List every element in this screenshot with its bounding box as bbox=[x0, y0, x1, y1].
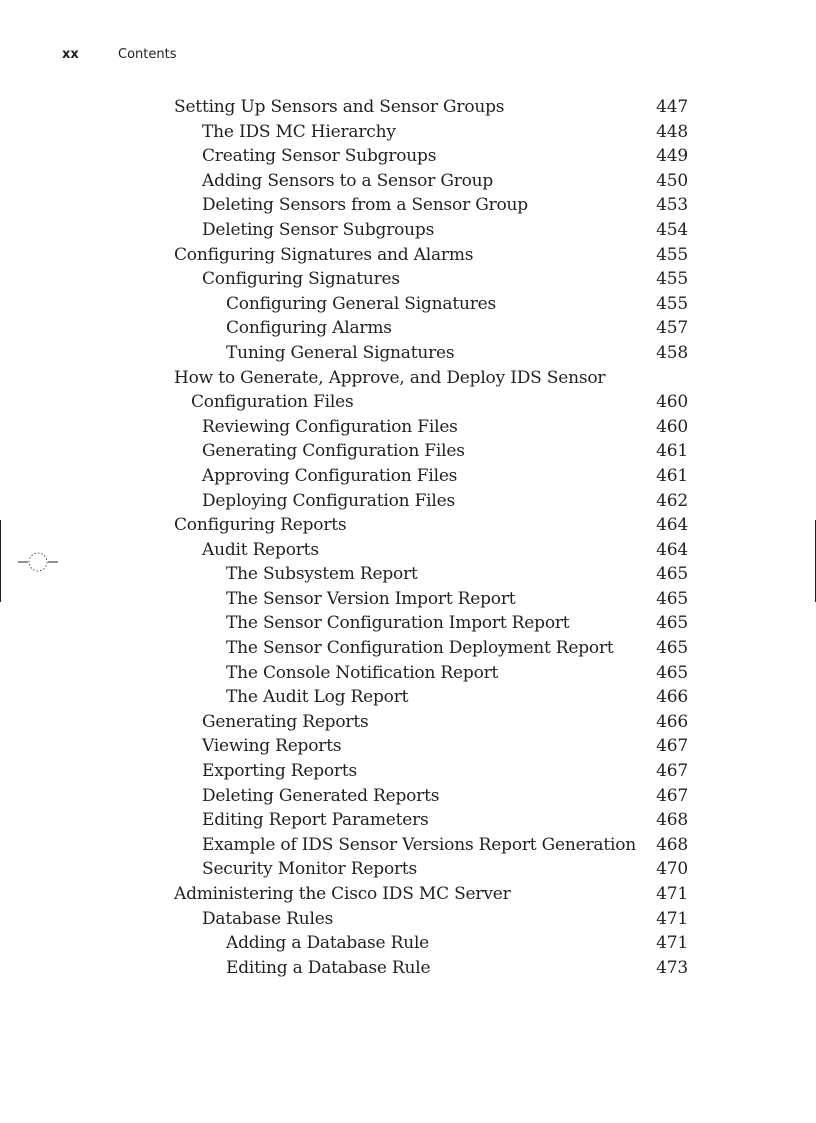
toc-entry-title: The IDS MC Hierarchy bbox=[202, 121, 396, 142]
toc-entry-page: 455 bbox=[656, 269, 688, 290]
toc-entry-title: Adding Sensors to a Sensor Group bbox=[202, 170, 494, 191]
toc-entry bbox=[174, 95, 690, 120]
toc-entry bbox=[174, 513, 690, 538]
toc-entry bbox=[174, 144, 690, 169]
toc-entry-page: 465 bbox=[656, 588, 688, 609]
toc-entry bbox=[174, 784, 690, 809]
table-of-contents bbox=[174, 95, 690, 980]
toc-entry bbox=[174, 562, 690, 587]
toc-entry-title: Editing Report Parameters bbox=[202, 810, 429, 831]
toc-entry-page: 471 bbox=[656, 933, 688, 954]
toc-entry bbox=[174, 661, 690, 686]
toc-entry-title: Exporting Reports bbox=[202, 761, 358, 782]
toc-entry-page: 467 bbox=[656, 761, 688, 782]
toc-entry-page: 461 bbox=[656, 465, 688, 486]
toc-entry bbox=[174, 193, 690, 218]
toc-entry-title: Approving Configuration Files bbox=[202, 465, 458, 486]
registration-mark-icon bbox=[18, 550, 58, 574]
toc-entry-title: Example of IDS Sensor Versions Report Generation bbox=[202, 834, 636, 855]
toc-entry-page: 465 bbox=[656, 613, 688, 634]
toc-entry-title: Deleting Sensor Subgroups bbox=[202, 219, 435, 240]
toc-entry-page: 447 bbox=[656, 97, 688, 117]
toc-entry-title: Configuring Signatures and Alarms bbox=[174, 244, 474, 265]
toc-entry-title: Configuring Reports bbox=[174, 515, 347, 536]
toc-entry bbox=[174, 366, 690, 391]
toc-entry bbox=[174, 439, 690, 464]
toc-entry-title: The Audit Log Report bbox=[226, 687, 409, 708]
toc-entry-title: Configuring General Signatures bbox=[226, 293, 497, 314]
toc-entry-title: Setting Up Sensors and Sensor Groups bbox=[174, 97, 505, 117]
toc-entry-title: Creating Sensor Subgroups bbox=[202, 146, 437, 167]
toc-entry-page: 455 bbox=[656, 244, 688, 265]
toc-entry bbox=[174, 882, 690, 907]
toc-entry bbox=[174, 759, 690, 784]
toc-entry-title: Deleting Generated Reports bbox=[202, 785, 440, 806]
toc-entry-title: Editing a Database Rule bbox=[226, 957, 431, 978]
toc-entry-title: The Subsystem Report bbox=[226, 564, 418, 585]
toc-entry bbox=[174, 169, 690, 194]
toc-entry-title: Adding a Database Rule bbox=[226, 933, 430, 954]
toc-entry bbox=[174, 956, 690, 981]
toc-entry bbox=[174, 316, 690, 341]
running-header bbox=[62, 47, 176, 62]
toc-entry-title: The Sensor Configuration Import Report bbox=[226, 613, 570, 634]
toc-entry-title: The Sensor Configuration Deployment Report bbox=[226, 638, 614, 659]
toc-entry-page: 461 bbox=[656, 441, 688, 462]
toc-entry-title: Security Monitor Reports bbox=[202, 859, 418, 880]
toc-entry-title: Viewing Reports bbox=[202, 736, 342, 757]
toc-entry bbox=[174, 390, 690, 415]
toc-entry-title: Administering the Cisco IDS MC Server bbox=[174, 884, 511, 904]
toc-entry-page: 471 bbox=[656, 884, 688, 904]
toc-entry bbox=[174, 489, 690, 514]
toc-entry-page: 454 bbox=[656, 219, 688, 240]
toc-entry-title: Configuring Signatures bbox=[202, 269, 400, 290]
toc-entry-page: 460 bbox=[656, 416, 688, 437]
toc-entry bbox=[174, 907, 690, 932]
toc-entry bbox=[174, 710, 690, 735]
toc-entry-page: 467 bbox=[656, 785, 688, 806]
toc-entry-title: Generating Reports bbox=[202, 711, 369, 732]
toc-entry-title: How to Generate, Approve, and Deploy IDS Sensor bbox=[174, 367, 606, 388]
toc-entry-page: 453 bbox=[656, 195, 688, 216]
toc-entry-title: Database Rules bbox=[202, 908, 334, 929]
running-header-title: Contents bbox=[118, 47, 177, 62]
crop-mark-left bbox=[0, 520, 1, 602]
toc-entry-page: 468 bbox=[656, 834, 688, 855]
page-number: xx bbox=[62, 47, 79, 62]
toc-entry-title: Audit Reports bbox=[202, 539, 319, 560]
toc-entry-page: 464 bbox=[656, 539, 688, 560]
toc-entry-title: Tuning General Signatures bbox=[226, 342, 455, 363]
toc-entry bbox=[174, 931, 690, 956]
toc-entry bbox=[174, 857, 690, 882]
toc-entry-title: The Console Notification Report bbox=[226, 662, 499, 683]
toc-entry bbox=[174, 464, 690, 489]
toc-entry-title: Deleting Sensors from a Sensor Group bbox=[202, 195, 528, 216]
toc-entry-page: 470 bbox=[656, 859, 688, 880]
toc-entry-page: 457 bbox=[656, 318, 688, 339]
toc-entry-page: 466 bbox=[656, 687, 688, 708]
toc-entry-page: 450 bbox=[656, 170, 688, 191]
toc-entry-page: 462 bbox=[656, 490, 688, 511]
toc-entry-page: 449 bbox=[656, 146, 688, 167]
toc-entry-page: 448 bbox=[656, 121, 688, 142]
toc-entry bbox=[174, 243, 690, 268]
toc-entry-page: 465 bbox=[656, 638, 688, 659]
toc-entry-title: Configuration Files bbox=[191, 392, 354, 413]
toc-entry bbox=[174, 267, 690, 292]
toc-entry-page: 473 bbox=[656, 957, 688, 978]
toc-entry-page: 471 bbox=[656, 908, 688, 929]
toc-entry-page: 458 bbox=[656, 342, 688, 363]
toc-entry-page: 455 bbox=[656, 293, 688, 314]
toc-entry bbox=[174, 808, 690, 833]
toc-entry-title: Generating Configuration Files bbox=[202, 441, 465, 462]
toc-entry bbox=[174, 833, 690, 858]
toc-entry-title: Reviewing Configuration Files bbox=[202, 416, 458, 437]
toc-entry bbox=[174, 636, 690, 661]
toc-entry-title: Configuring Alarms bbox=[226, 318, 392, 339]
toc-entry bbox=[174, 587, 690, 612]
toc-entry-page: 467 bbox=[656, 736, 688, 757]
toc-entry bbox=[174, 292, 690, 317]
toc-entry-title: The Sensor Version Import Report bbox=[226, 588, 516, 609]
toc-entry bbox=[174, 341, 690, 366]
toc-entry-page: 465 bbox=[656, 564, 688, 585]
toc-entry bbox=[174, 685, 690, 710]
toc-entry-page: 466 bbox=[656, 711, 688, 732]
toc-entry-title: Deploying Configuration Files bbox=[202, 490, 456, 511]
toc-entry bbox=[174, 218, 690, 243]
toc-entry-page: 465 bbox=[656, 662, 688, 683]
toc-entry-page: 464 bbox=[656, 515, 688, 536]
toc-entry bbox=[174, 415, 690, 440]
toc-entry bbox=[174, 120, 690, 145]
toc-entry-page: 460 bbox=[656, 392, 688, 413]
toc-entry bbox=[174, 734, 690, 759]
toc-entry bbox=[174, 538, 690, 563]
toc-entry-page: 468 bbox=[656, 810, 688, 831]
toc-entry bbox=[174, 611, 690, 636]
